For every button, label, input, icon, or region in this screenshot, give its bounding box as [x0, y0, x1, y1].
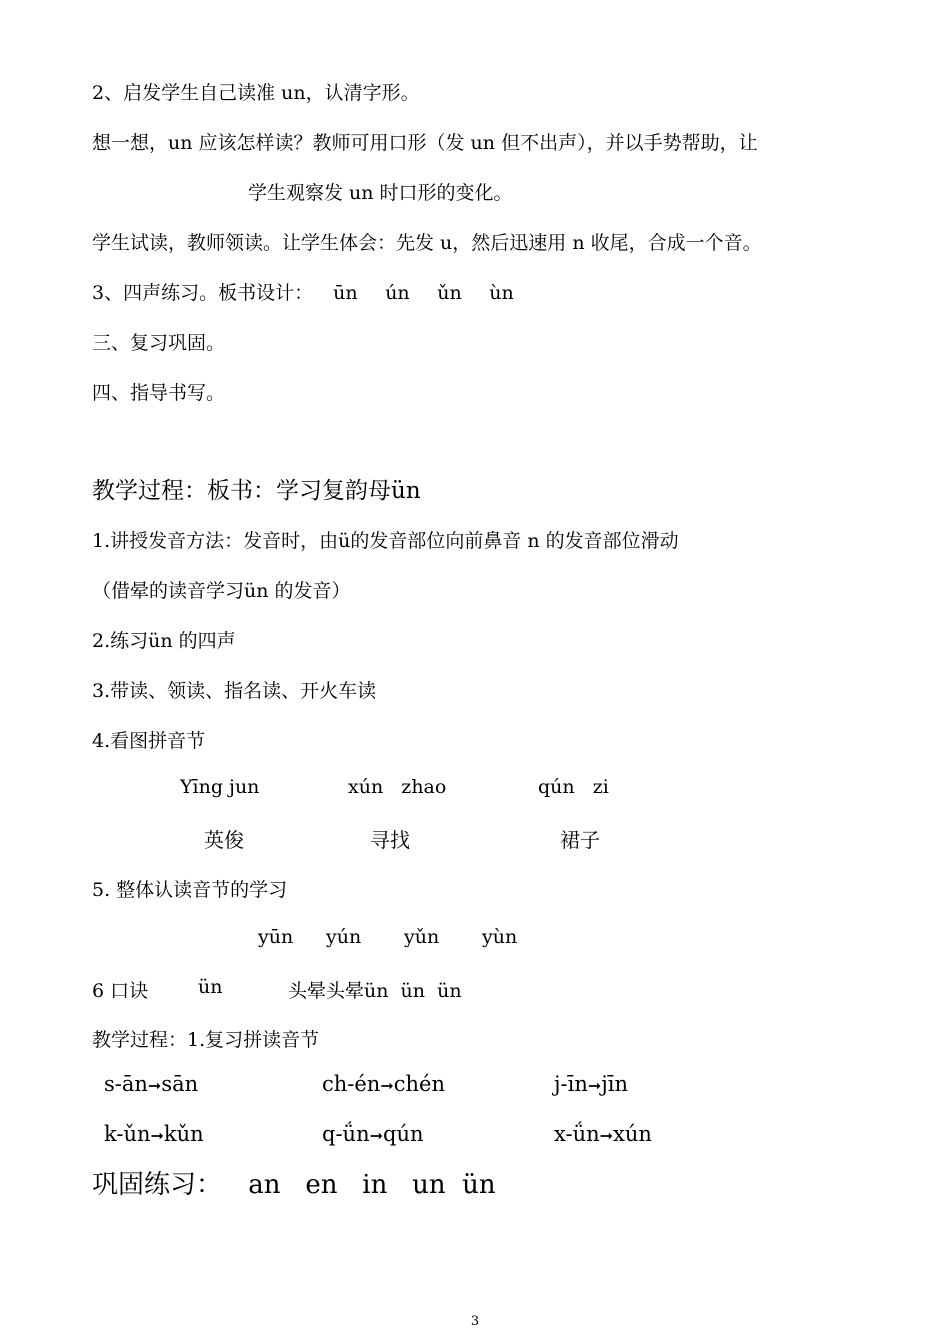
borrow-text: （借晕的读音学习ün 的发音） [92, 580, 351, 602]
spelling-3 [554, 1072, 628, 1096]
pinyin-2: xún zhao [348, 776, 447, 798]
spelling-4 [104, 1122, 204, 1146]
spelling-6 [554, 1122, 652, 1146]
four-tones-line [92, 278, 514, 305]
tone-1: ūn [333, 282, 358, 304]
spelling-1-from: s-ān [104, 1072, 148, 1096]
yun-tone-1: yūn [258, 926, 294, 948]
arrow-icon: ➞ [150, 1126, 164, 1145]
spelling-2-from: ch-én [322, 1072, 381, 1096]
hanzi-3: 裙子 [560, 828, 600, 852]
tone-3: ǔn [437, 282, 462, 304]
spelling-6-from: x-ǘn [554, 1122, 600, 1146]
hanzi-2: 寻找 [370, 828, 410, 852]
method-text: 1.讲授发音方法：发音时，由ü的发音部位向前鼻音 n 的发音部位滑动 [92, 530, 679, 552]
arrow-icon: ➞ [587, 1076, 602, 1095]
arrow-icon: ➞ [599, 1126, 614, 1145]
step-2-text: 2、启发学生自己读准 un，认清字形。 [92, 82, 420, 104]
spelling-2 [322, 1072, 445, 1096]
try-read-text: 学生试读，教师领读。让学生体会：先发 u，然后迅速用 n 收尾，合成一个音。 [92, 232, 762, 254]
spelling-5 [322, 1122, 424, 1146]
spelling-1 [104, 1072, 198, 1096]
rhyme-un: ün [198, 976, 223, 998]
arrow-icon: ➞ [369, 1126, 383, 1145]
tone-4: ùn [489, 282, 514, 304]
observe-text: 学生观察发 un 时口形的变化。 [248, 182, 513, 204]
spelling-5-to: qún [383, 1122, 424, 1146]
spelling-3-from: j-īn [554, 1072, 588, 1096]
pinyin-1: Yīng jun [180, 776, 260, 798]
picture-syllables-text: 4.看图拼音节 [92, 730, 206, 752]
whole-syllable-text: 5. 整体认读音节的学习 [92, 879, 288, 901]
spelling-6-to: xún [613, 1122, 652, 1146]
spelling-4-from: k-ǔn [104, 1122, 151, 1146]
yun-tone-3: yǔn [404, 926, 440, 948]
practice-tones-text: 2.练习ün 的四声 [92, 630, 236, 652]
page-number: 3 [470, 1314, 480, 1329]
arrow-icon: ➞ [147, 1076, 162, 1095]
four-tones-label: 3、四声练习。板书设计： [92, 282, 314, 304]
consolidation-label: 巩固练习： [92, 1170, 223, 1200]
yun-tone-4: yùn [482, 926, 518, 948]
section-4-heading: 四、指导书写。 [92, 382, 226, 404]
arrow-icon: ➞ [380, 1076, 394, 1095]
pinyin-3: qún zi [538, 776, 609, 798]
teaching-process-heading: 教学过程：板书：学习复韵母ün [92, 478, 421, 504]
consolidation-items: an en in un ün [248, 1170, 496, 1200]
spelling-2-to: chén [393, 1072, 445, 1096]
consolidation-line [92, 1164, 496, 1201]
hanzi-1: 英俊 [204, 828, 244, 852]
spelling-4-to: kǔn [163, 1122, 204, 1146]
reading-methods-text: 3.带读、领读、指名读、开火车读 [92, 680, 377, 702]
rhyme-label: 6 口诀 [92, 980, 149, 1002]
think-text: 想一想，un 应该怎样读？教师可用口形（发 un 但不出声），并以手势帮助，让 [92, 132, 758, 154]
rhyme-text: 头晕头晕ün ün ün [288, 980, 462, 1002]
spelling-1-to: sān [161, 1072, 199, 1096]
yun-tone-2: yún [326, 926, 362, 948]
spelling-3-to: jīn [601, 1072, 629, 1096]
review-heading: 教学过程：1.复习拼读音节 [92, 1029, 320, 1051]
tone-2: ún [385, 282, 410, 304]
spelling-5-from: q-ǘn [322, 1122, 370, 1146]
section-3-heading: 三、复习巩固。 [92, 332, 226, 354]
